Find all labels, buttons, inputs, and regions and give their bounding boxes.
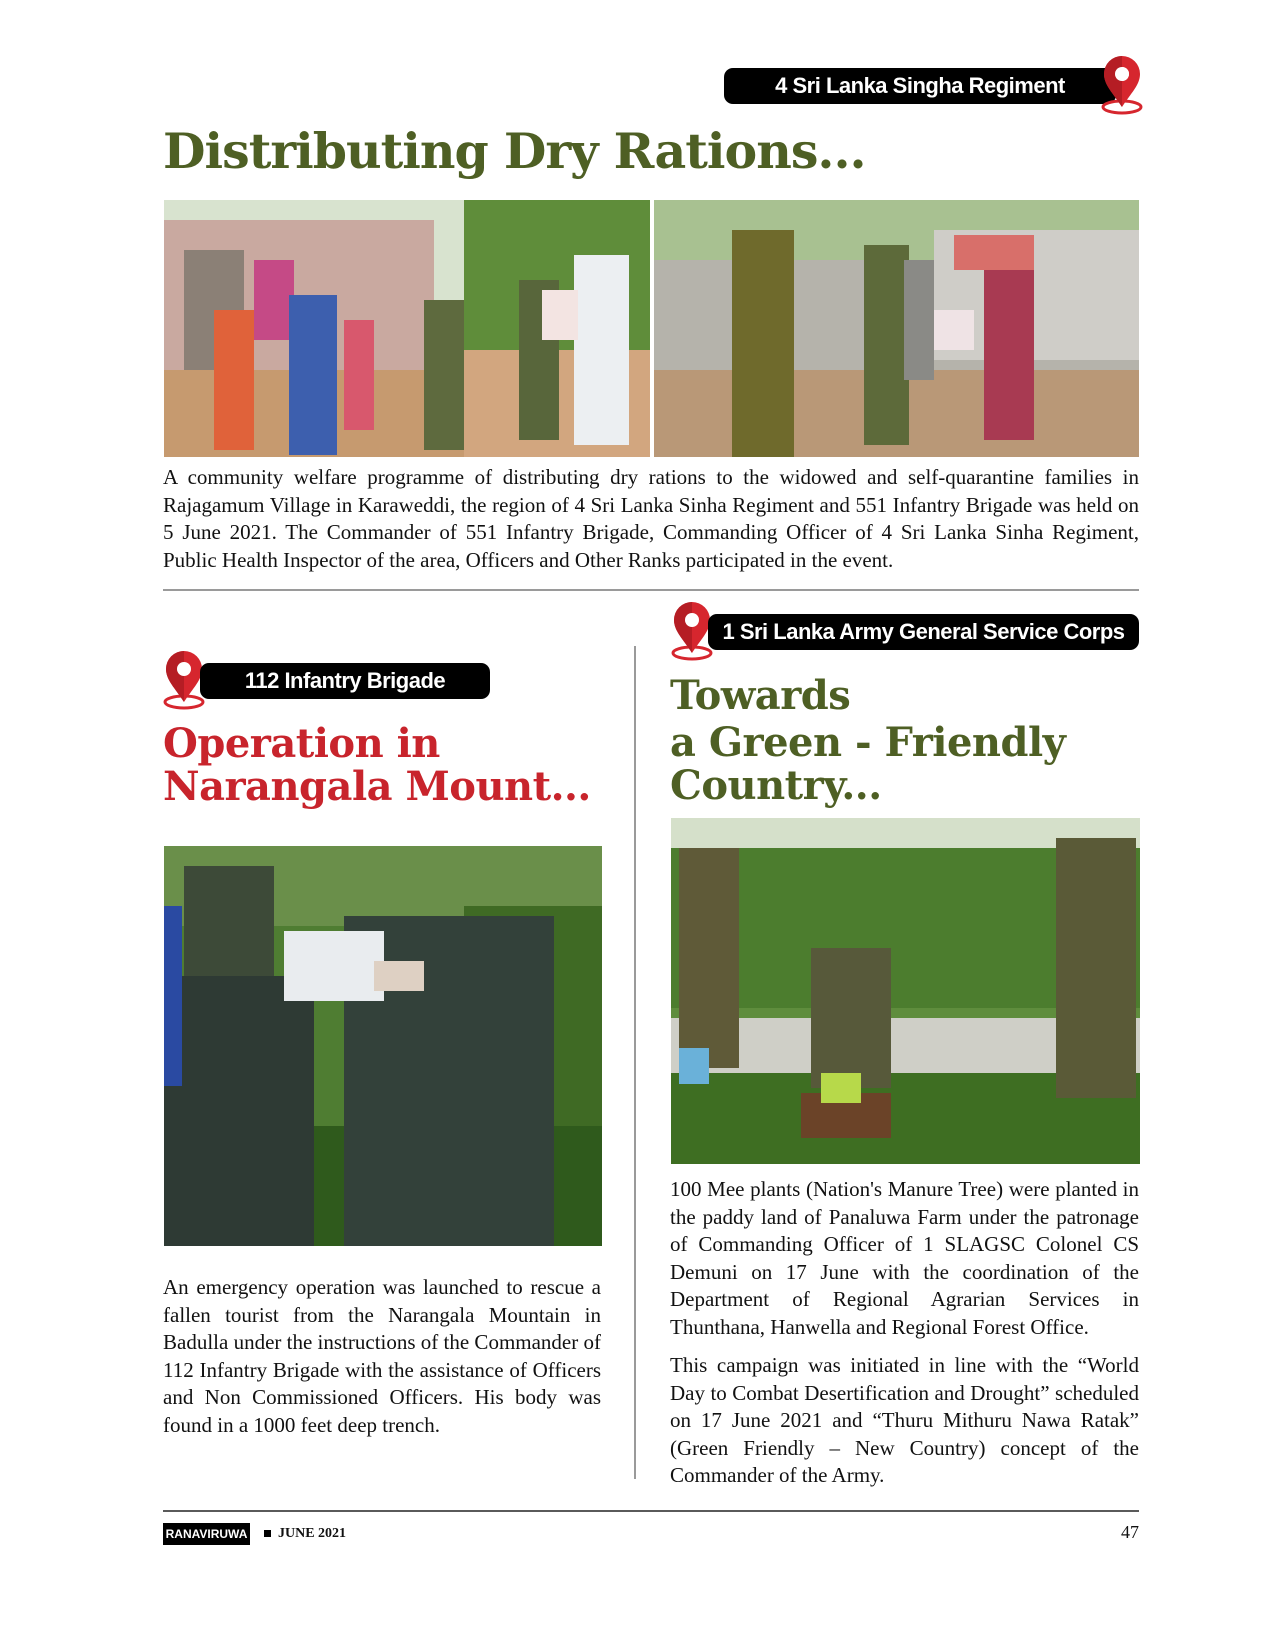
photo-narangala-rescue	[164, 846, 602, 1246]
page-number: 47	[1121, 1522, 1139, 1542]
section-tag-112-infantry: 112 Infantry Brigade	[200, 663, 490, 699]
section-divider	[163, 589, 1139, 591]
headline-operation-line1: Operation in	[163, 720, 440, 767]
photo-dry-rations-left	[164, 200, 650, 457]
body-green-friendly-para1: 100 Mee plants (Nation's Manure Tree) were planted in the paddy land of Panaluwa Farm under the patronage of Commanding Officer of 1 SLAGSC Colonel CS Demuni on 17 June with the coordination of the Department of Regional Agrarian Services in Thunthana, Hanwella and Regional Forest Office.	[670, 1177, 1139, 1339]
location-pin-icon	[1099, 55, 1145, 115]
photo-tree-planting	[671, 818, 1140, 1164]
footer-rule	[163, 1510, 1139, 1512]
headline-green-friendly-line3: Country...	[670, 762, 882, 809]
headline-green-friendly-line1: Towards	[670, 672, 851, 719]
footer-bullet	[264, 1530, 271, 1537]
photo-dry-rations-right	[654, 200, 1139, 457]
caption-dry-rations: A community welfare programme of distributing dry rations to the widowed and self-quarantine families in Rajagamum Village in Karaweddi, the region of 4 Sri Lanka Sinha Regiment and 551 Infantry Brigade was held on 5 June 2021. The Commander of 551 Infantry Brigade, Commanding Officer of 4 Sri Lanka Sinha Regiment, Public Health Inspector of the area, Officers and Other Ranks participated in the event.	[163, 465, 1139, 572]
headline-distributing-dry-rations: Distributing Dry Rations...	[163, 122, 866, 180]
footer-brand: RANAVIRUWA	[163, 1523, 250, 1545]
section-tag-1-slagsc: 1 Sri Lanka Army General Service Corps	[708, 614, 1139, 650]
body-operation-narangala: An emergency operation was launched to rescue a fallen tourist from the Narangala Mountain in Badulla under the instructions of the Commander of 112 Infantry Brigade with the assistance of Officers and Non Commissioned Officers. His body was found in a 1000 feet deep trench.	[163, 1275, 601, 1437]
body-green-friendly-para2: This campaign was initiated in line with the “World Day to Combat Desertification and Drought” scheduled on 17 June 2021 and “Thuru Mithuru Nawa Ratak” (Green Friendly – New Country) concept of the Commander of the Army.	[670, 1353, 1139, 1487]
footer-issue: JUNE 2021	[278, 1526, 347, 1541]
section-tag-top: 4 Sri Lanka Singha Regiment	[724, 68, 1116, 104]
column-divider	[634, 646, 636, 1479]
headline-operation-line2: Narangala Mount...	[163, 763, 591, 810]
headline-green-friendly-line2: a Green - Friendly	[670, 719, 1066, 766]
